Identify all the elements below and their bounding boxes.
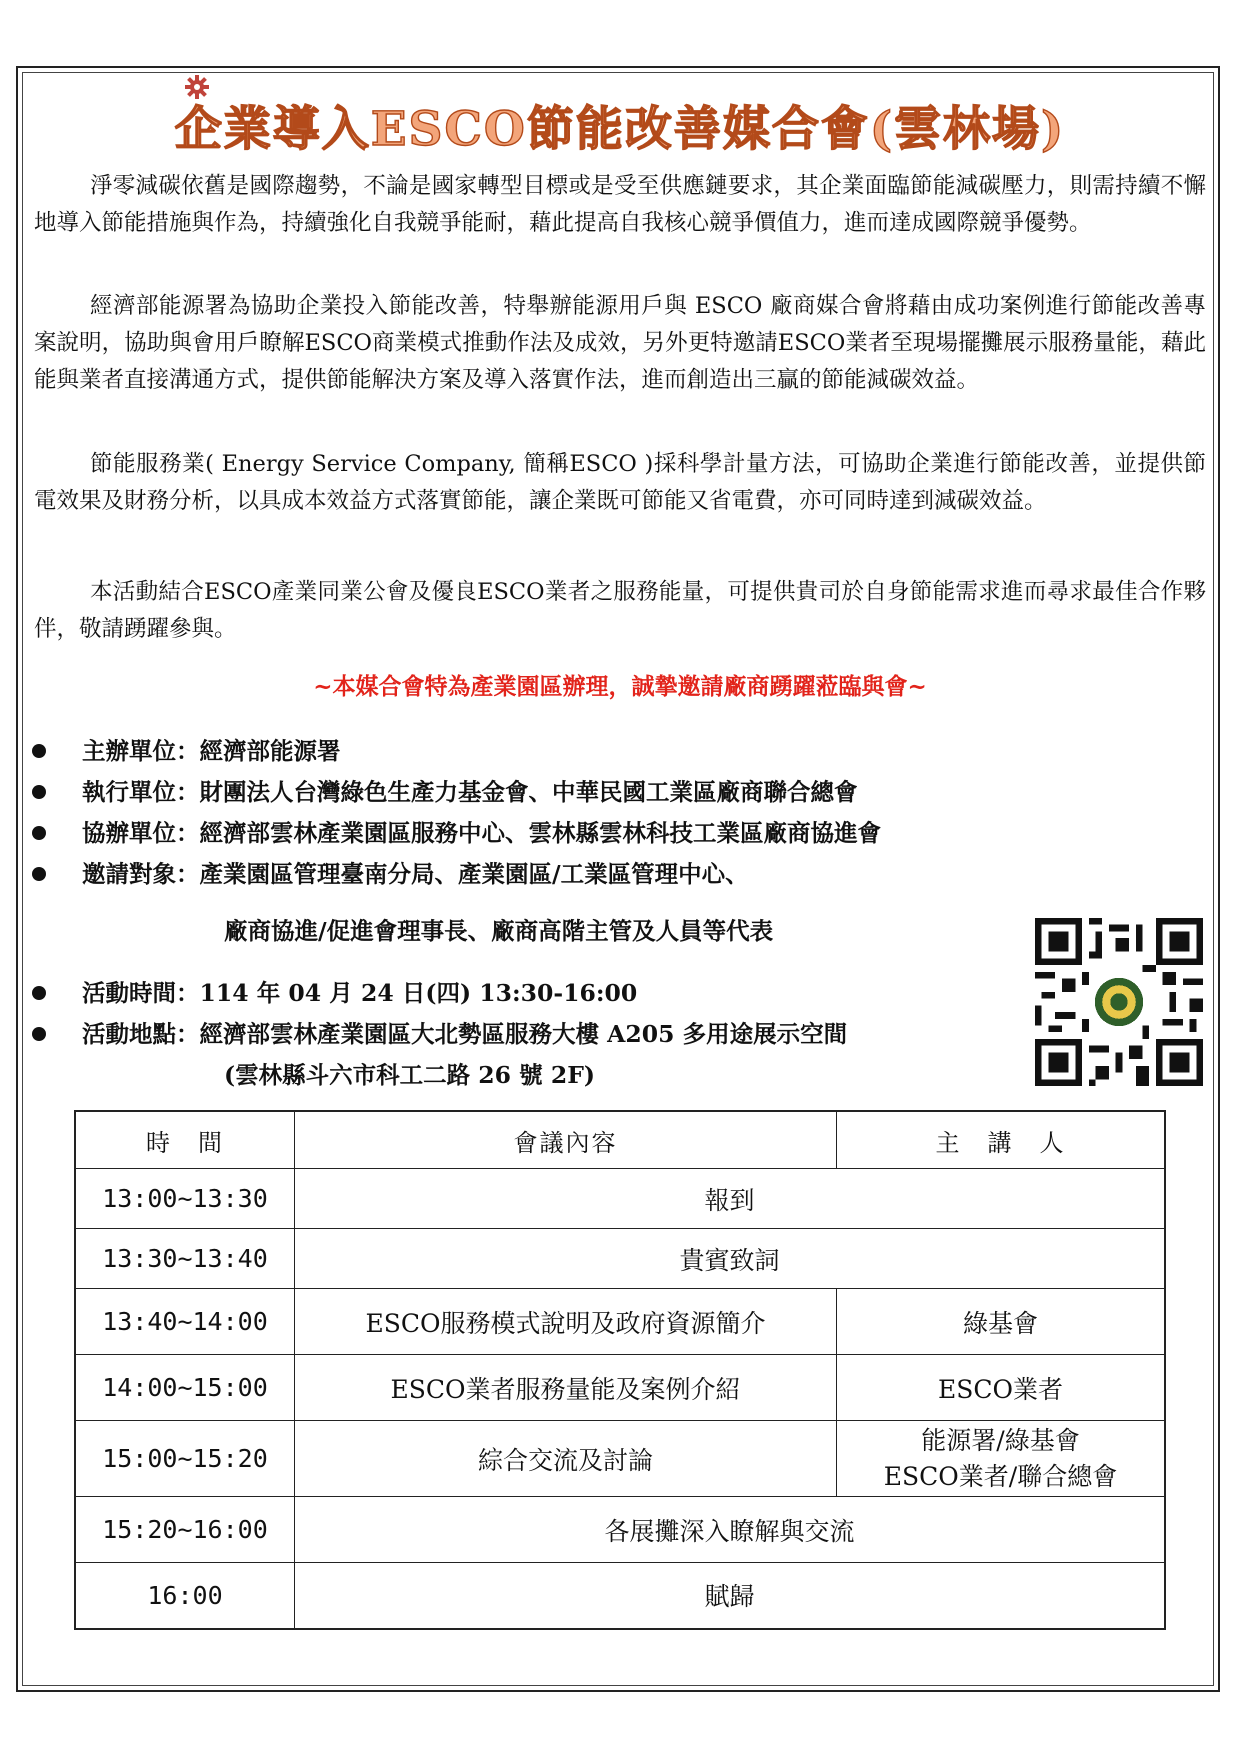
header-content: 會議內容	[295, 1111, 837, 1169]
row-content: 綜合交流及討論	[295, 1421, 837, 1497]
row-time: 14:00~15:00	[75, 1355, 295, 1421]
header-time: 時 間	[75, 1111, 295, 1169]
bullet-icon	[32, 744, 46, 758]
row-speaker: ESCO業者	[837, 1355, 1166, 1421]
row-time: 13:40~14:00	[75, 1289, 295, 1355]
row-content: 貴賓致詞	[295, 1229, 1166, 1289]
bullet-icon	[32, 826, 46, 840]
row-time: 13:00~13:30	[75, 1169, 295, 1229]
header-speaker: 主 講 人	[837, 1111, 1166, 1169]
intro-paragraph-2: 經濟部能源署為協助企業投入節能改善，特舉辦能源用戶與 ESCO 廠商媒合會將藉由成功案例進行節能改善專案說明，協助與會用戶瞭解ESCO商業模式推動作法及成效，另外更特邀請ESCO業者至現場擺攤展示服務量能，藉此能與業者直接溝通方式，提供節能解決方案及導入落實作法，進而創造出三贏的節能減碳效益。	[34, 293, 1206, 393]
page-title: 企業導入ESCO節能改善媒合會(雲林場)	[174, 102, 1066, 157]
table-row	[75, 1169, 1165, 1229]
table-row	[75, 1289, 1165, 1355]
info-invitees-continued: 廠商協進/促進會理事長、廠商高階主管及人員等代表	[224, 917, 774, 945]
info-invitees: 邀請對象：產業園區管理臺南分局、產業園區/工業區管理中心、	[32, 855, 749, 889]
table-row	[75, 1421, 1165, 1497]
row-time: 16:00	[75, 1563, 295, 1629]
row-speaker	[837, 1421, 1166, 1497]
intro-paragraph-1: 淨零減碳依舊是國際趨勢，不論是國家轉型目標或是受至供應鏈要求，其企業面臨節能減碳壓力，則需持續不懈地導入節能措施與作為，持續強化自我競爭能耐，藉此提高自我核心競爭價值力，進而達成國際競爭優勢。	[34, 173, 1206, 236]
bullet-icon	[32, 1027, 46, 1041]
intro-paragraph-4: 本活動結合ESCO產業同業公會及優良ESCO業者之服務能量，可提供貴司於自身節能需求進而尋求最佳合作夥伴，敬請踴躍參與。	[34, 579, 1206, 642]
table-row	[75, 1563, 1165, 1629]
agenda-header-row	[75, 1111, 1165, 1169]
row-time: 15:20~16:00	[75, 1497, 295, 1563]
speaker-line-1: 能源署/綠基會	[921, 1425, 1080, 1455]
speaker-line-2: ESCO業者/聯合總會	[883, 1461, 1118, 1491]
info-venue-address: (雲林縣斗六市科工二路 26 號 2F)	[224, 1061, 596, 1089]
qr-code-icon[interactable]	[1034, 918, 1204, 1086]
table-row	[75, 1229, 1165, 1289]
row-content: 賦歸	[295, 1563, 1166, 1629]
bullet-icon	[32, 785, 46, 799]
row-content: ESCO業者服務量能及案例介紹	[295, 1355, 837, 1421]
intro-paragraph-3: 節能服務業( Energy Service Company, 簡稱ESCO )採科學計量方法，可協助企業進行節能改善，並提供節電效果及財務分析，以具成本效益方式落實節能，讓企業既可節能又省電費，亦可同時達到減碳效益。	[34, 451, 1206, 514]
info-time: 活動時間：114 年 04 月 24 日(四) 13:30-16:00	[32, 974, 637, 1008]
info-venue: 活動地點：經濟部雲林產業園區大北勢區服務大樓 A205 多用途展示空間	[32, 1015, 847, 1049]
row-content: 報到	[295, 1169, 1166, 1229]
agenda-table	[74, 1110, 1166, 1630]
bullet-icon	[32, 986, 46, 1000]
table-row	[75, 1497, 1165, 1563]
table-row	[75, 1355, 1165, 1421]
info-executor: 執行單位：財團法人台灣綠色生產力基金會、中華民國工業區廠商聯合總會	[32, 773, 858, 807]
info-co-organizer: 協辦單位：經濟部雲林產業園區服務中心、雲林縣雲林科技工業區廠商協進會	[32, 814, 881, 848]
row-content: 各展攤深入瞭解與交流	[295, 1497, 1166, 1563]
bullet-icon	[32, 867, 46, 881]
invitation-highlight: ~本媒合會特為產業園區辦理，誠摯邀請廠商踴躍蒞臨與會~	[313, 673, 927, 700]
row-speaker: 綠基會	[837, 1289, 1166, 1355]
row-content: ESCO服務模式說明及政府資源簡介	[295, 1289, 837, 1355]
row-time: 13:30~13:40	[75, 1229, 295, 1289]
row-time: 15:00~15:20	[75, 1421, 295, 1497]
info-organizer: 主辦單位：經濟部能源署	[32, 732, 341, 766]
